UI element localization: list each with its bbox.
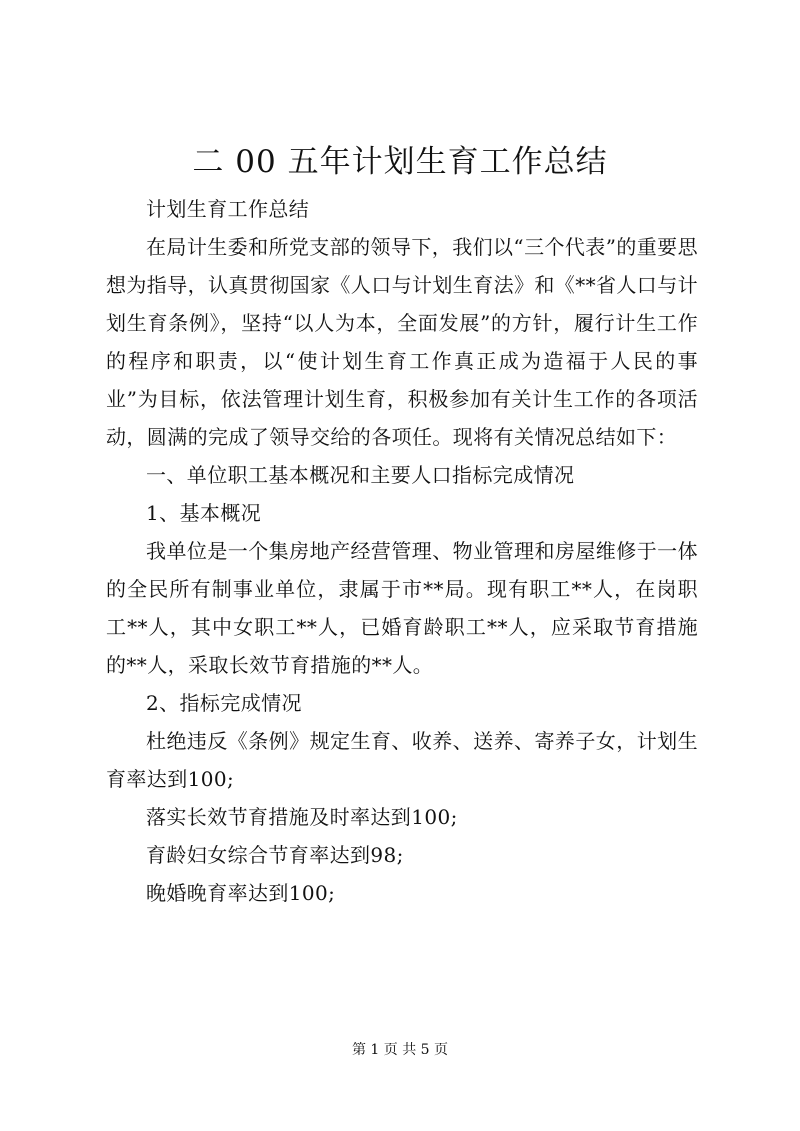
indicator-paragraph-2: 落实长效节育措施及时率达到100; <box>146 805 458 829</box>
indicator-paragraph-4: 晚婚晚育率达到100; <box>146 881 336 905</box>
page-number-label: 第 1 页 共 5 页 <box>351 1042 449 1058</box>
document-title: 二 00 五年计划生育工作总结 <box>192 144 608 180</box>
subsection-heading-basic: 1、基本概况 <box>146 501 262 525</box>
basic-overview-paragraph: 我单位是一个集房地产经营管理、物业管理和房屋维修于一体的全民所有制事业单位，隶属于市**局。现有职工**人，在岗职工**人，其中女职工**人，已婚育龄职工**人，应采取节育措施的**人，采取长效节育措施的**人。 <box>106 539 698 677</box>
intro-paragraph: 在局计生委和所党支部的领导下，我们以“三个代表”的重要思想为指导，认真贯彻国家《人口与计划生育法》和《**省人口与计划生育条例》，坚持“以人为本，全面发展”的方针，履行计生工作的程序和职责，以“使计划生育工作真正成为造福于人民的事业”为目标，依法管理计划生育，积极参加有关计生工作的各项活动，圆满的完成了领导交给的各项任。现将有关情况总结如下： <box>106 235 698 449</box>
indicator-paragraph-1: 杜绝违反《条例》规定生育、收养、送养、寄养子女，计划生育率达到100; <box>106 729 698 791</box>
subsection-heading-indicators: 2、指标完成情况 <box>146 691 302 715</box>
indicator-paragraph-3: 育龄妇女综合节育率达到98; <box>146 843 404 867</box>
page-footer <box>0 1040 800 1060</box>
section-heading-1: 一、单位职工基本概况和主要人口指标完成情况 <box>146 463 575 487</box>
document-body <box>106 190 698 912</box>
subtitle-paragraph: 计划生育工作总结 <box>146 197 310 221</box>
